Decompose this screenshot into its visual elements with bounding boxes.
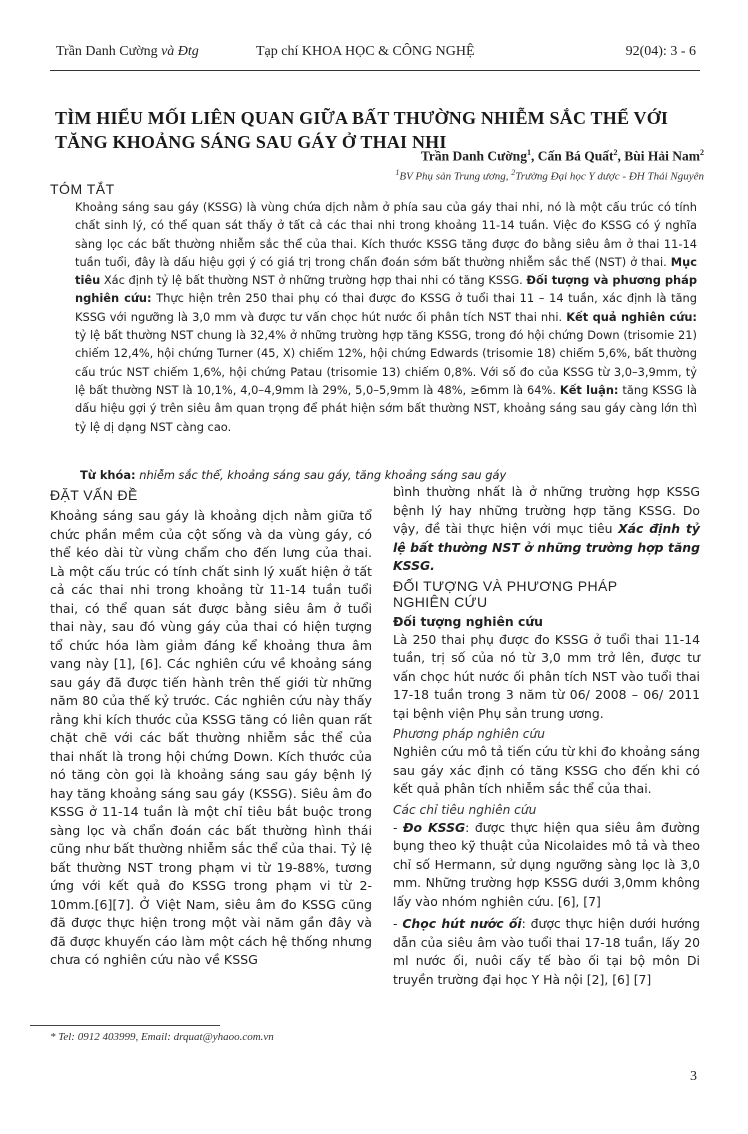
keywords: Từ khóa: nhiễm sắc thể, khoảng sáng sau gáy, tăng khoảng sáng sau gáy — [80, 468, 507, 482]
article-title — [55, 106, 705, 154]
subjects-subheading: Đối tượng nghiên cứu — [393, 613, 544, 629]
intro-heading: ĐẶT VẤN ĐỀ — [50, 487, 138, 503]
title-line-2: TĂNG KHOẢNG SÁNG SAU GÁY Ở THAI NHI — [55, 132, 447, 152]
header-authors: Trần Danh Cường và Đtg — [56, 44, 199, 59]
title-line-1: TÌM HIỂU MỐI LIÊN QUAN GIỮA BẤT THƯỜNG NHIỄM SẮC THỂ VỚI — [55, 108, 669, 128]
abstract-body: Khoảng sáng sau gáy (KSSG) là vùng chứa dịch nằm ở phía sau của gáy thai nhi, nó là một cấu trúc có tính chất sinh lý, có thể quan sát thấy ở tất cả các thai nhi trong khoảng 11-14 tuần. Việc đo KSSG có ý nghĩa sàng lọc các bất thường nhiễm sắc thể của thai. Kích thước KSSG tăng được đo bằng siêu âm ở thai 11-14 tuần tuổi, đây là dấu hiệu gợi ý có giá trị trong chẩn đoán sớm bất thường nhiễm sắc thể (NST) ở thai. Mục tiêu Xác định tỷ lệ bất thường NST ở những trường hợp thai nhi có tăng KSSG. Đối tượng và phương pháp nghiên cứu: Thực hiện trên 250 thai phụ có thai được đo KSSG ở tuổi thai 11 – 14 tuần, xác định là tăng KSSG với ngưỡng là 3,0 mm và được tư vấn chọc hút nước ối phân tích NST thai nhi. Kết quả nghiên cứu: tỷ lệ bất thường NST chung là 32,4% ở những trường hợp tăng KSSG, trong đó hội chứng Down (trisomie 21) chiếm 12,4%, hội chứng Turner (45, X) chiếm 12%, hội chứng Edwards (trisomie 18) chiếm 5,6%, bất thường cấu trúc NST chiếm 1,6%, hội chứng Patau (trisomie 13) chiếm 0,8%. Với số đo của KSSG từ 3,0–3,9mm, tỷ lệ bất thường NST là 10,1%, 4,0–4,9mm là 29%, 5,0–5,9mm là 48%, ≥6mm là 64%. Kết luận: tăng KSSG là dấu hiệu gợi ý trên siêu âm quan trọng để phát hiện sớm bất thường NST, khoảng sáng sau gáy càng lớn thì tỷ lệ dị dạng NST càng cao. — [75, 200, 698, 434]
author-list: Trần Danh Cường$^1$, Cấn Bá Quất$^2$, Bùi Hải Nam$^2$ — [420, 148, 704, 164]
corresponding-footnote: * Tel: 0912 403999, Email: drquat@yhaoo.com.vn — [50, 1031, 274, 1043]
left-column — [50, 483, 372, 970]
right-column — [393, 483, 700, 989]
subjects-paragraph: Là 250 thai phụ được đo KSSG ở tuổi thai 11-14 tuần, trị số của nó từ 3,0 mm trở lên, được tư vấn chọc hút nước ối phân tích NST vào tuổi thai 17-18 tuần trong 3 năm từ 06/ 2008 – 06/ 2011 tại bệnh viện Phụ sản trung ương. — [393, 631, 700, 721]
footnote-divider — [30, 1025, 220, 1026]
header-divider — [50, 70, 700, 71]
header-journal: Tạp chí KHOA HỌC & CÔNG NGHỆ — [256, 44, 475, 59]
intro-paragraph: Khoảng sáng sau gáy là khoảng dịch nằm giữa tổ chức phần mềm của cột sống và da vùng gáy, có thể kéo dài từ vùng chẩm cho đến lưng của thai. Là một cấu trúc có tính chất sinh lý xuất hiện ở tất cả các thai nhi trong khoảng từ 11-14 tuần tuổi thai, có thể quan sát được bằng siêu âm ở tuổi thai này, sau đó vùng gáy của thai có hiện tượng tổ chức hóa làm giảm đáng kể khoảng thưa âm vang này [1], [6]. Các nghiên cứu về khoảng sáng sau gáy đã được tiến hành trên thế giới từ những năm 80 của thế kỷ trước. Các nghiên cứu này thấy rằng khi kích thước của KSSG tăng có liên quan rất chặt chẽ với các bất thường nhiễm sắc thể của thai nhất là trong hội chứng Down. Kích thước của nó tăng còn gọi là khoảng sáng sau gáy bệnh lý hay tăng khoảng sáng sau gáy (KSSG). Siêu âm đo KSSG ở 11-14 tuần là một chỉ tiêu bắt buộc trong sàng lọc và chẩn đoán các bất thường hình thái cũng như bất thường nhiễm sắc thể của thai. Tỷ lệ bất thường NST trong phạm vi từ 19-88%, tương ứng với kết quả đo KSSG trong phạm vi từ 2-10mm.[6][7]. Ở Việt Nam, siêu âm đo KSSG cũng đã được thực hiện trong một vài năm gần đây và đã được khuyến cáo làm một cách hệ thống nhưng chưa có nghiên cứu nào về KSSG — [50, 508, 372, 967]
indicator-item-amnio: - Chọc hút nước ối: được thực hiện dưới hướng dẫn của siêu âm vào tuổi thai 17-18 tuần, lấy 20 ml nước ối, nuôi cấy tế bào ối tại bộ môn Di truyền trường đại học Y Hà nội [2], [6] [7] — [393, 916, 700, 987]
methods-heading: ĐỐI TƯỢNG VÀ PHƯƠNG PHÁP NGHIÊN CỨU — [393, 577, 618, 610]
author-affiliations: $^1$BV Phụ sản Trung ương, $^2$Trường Đại học Y dược - ĐH Thái Nguyên — [395, 168, 704, 183]
method-paragraph: Nghiên cứu mô tả tiến cứu từ khi đo khoảng sáng sau gáy xác định có tăng KSSG cho đến khi có kết quả phân tích nhiễm sắc thể của thai. — [393, 744, 700, 796]
header-issue: 92(04): 3 - 6 — [625, 44, 696, 59]
method-subheading: Phương pháp nghiên cứu — [393, 727, 545, 741]
indicator-item-nt: - Đo KSSG: được thực hiện qua siêu âm đường bụng theo kỹ thuật của Nicolaides mô tả và theo chỉ số Hermann, sử dụng ngưỡng sàng lọc là 3,0 mm. Những trường hợp KSSG dưới 3,0mm không lấy vào nhóm nghiên cứu. [6], [7] — [393, 819, 700, 909]
abstract-heading: TÓM TẮT — [50, 181, 115, 197]
intro-paragraph-continued: bình thường nhất là ở những trường hợp KSSG bệnh lý hay những trường hợp tăng KSSG. Do vậy, đề tài thực hiện với mục tiêu Xác định tỷ lệ bất thường NST ở những trường hợp tăng KSSG. — [393, 484, 700, 573]
indicators-subheading: Các chỉ tiêu nghiên cứu — [393, 802, 537, 817]
running-header — [50, 44, 696, 64]
page-number: 3 — [690, 1069, 697, 1084]
